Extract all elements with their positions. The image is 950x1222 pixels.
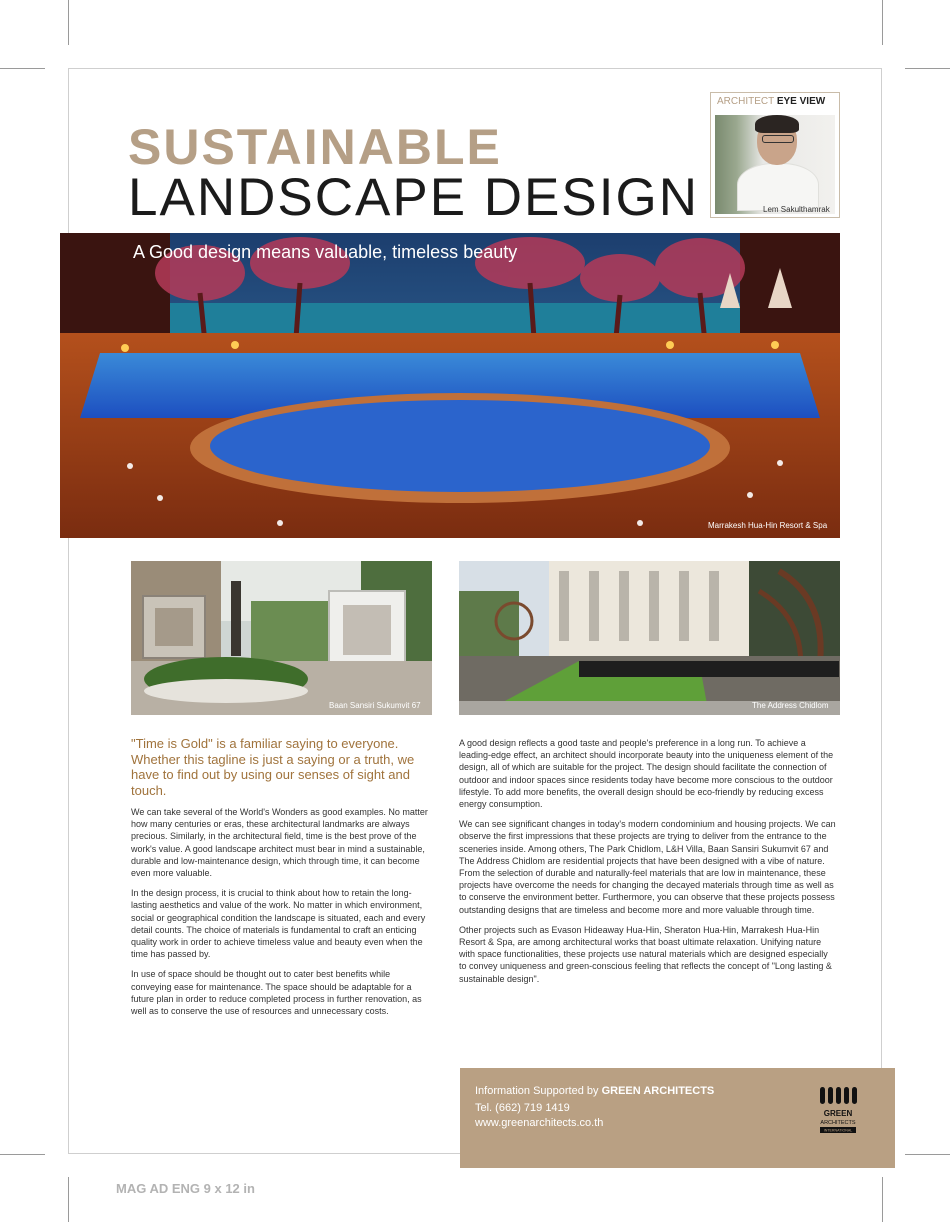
svg-text:ARCHITECTS: ARCHITECTS	[820, 1120, 856, 1126]
svg-text:INTERNATIONAL: INTERNATIONAL	[823, 1128, 853, 1133]
article-paragraph: We can see significant changes in today's modern condominium and housing projects. We can observe the first impressions that these projects are trying to deliver from the entrance to the sceneries inside. Among others, The Park Chidlom, L&H Villa, Baan Sansiri Sukumvit 67 and The Address Chidlom are residential projects that have been designed with a vibe of nature. From the selection of durable and naturally-feel materials that are low in maintenance, these projects have overcome the needs for changing the decayed materials through time as well as to conserve the environment better. Furthermore, you can observe that these projects possess outstanding designs that are timeless and become more and more valuable through time.	[459, 819, 836, 915]
article-paragraph: In use of space should be thought out to cater best benefits while conveying ease for maintenance. The space should be adaptable for a future plan in order to reduce completed process in further renovation, as well as to conserve the use of resources and unnecessary costs.	[131, 969, 422, 1017]
crop-mark	[882, 0, 883, 45]
hero-pool-photo	[60, 233, 840, 538]
info-box	[460, 1068, 895, 1168]
hero-caption: Marrakesh Hua-Hin Resort & Spa	[708, 521, 828, 530]
crop-mark	[905, 68, 950, 69]
architect-eye-view-box	[710, 92, 840, 218]
pull-quote: "Time is Gold" is a familiar saying to everyone. Whether this tagline is just a saying or a truth, we have to find out by using our senses of sight and touch.	[131, 736, 415, 798]
info-telephone: Tel. (662) 719 1419	[475, 1102, 570, 1114]
crop-mark	[905, 1154, 950, 1155]
architect-name-caption: Lem Sakulthamrak	[763, 205, 830, 214]
article-paragraph: In the design process, it is crucial to think about how to retain the long-lasting aesthetics and value of the work. No matter in which environment, social or geographical condition the landscape is situated, each and every detail counts. The choice of materials is fundamental to craft an enticing quality work in order to achieve timeless value and beauty even when the time has passed by.	[131, 888, 426, 960]
architect-portrait	[715, 115, 835, 214]
info-supported-prefix: Information Supported by	[475, 1085, 599, 1097]
portrait-glasses	[762, 135, 794, 143]
crop-mark	[68, 0, 69, 45]
photo-address-chidlom	[459, 561, 840, 715]
portrait-hair	[755, 115, 799, 133]
article-paragraph: We can take several of the World's Wonders as good examples. No matter how many centuries or eras, these architectural landmarks are always precious. Similarly, in the architectural field, time is the best prove of the work's value. A good landscape architect must bear in mind a sustainable, durable and low-maintenance design, which through time, it can become even more valuable.	[131, 807, 428, 879]
title-landscape-design: LANDSCAPE DESIGN	[128, 168, 699, 227]
svg-text:GREEN: GREEN	[823, 1109, 853, 1118]
info-company-name: GREEN ARCHITECTS	[601, 1085, 715, 1097]
crop-mark	[68, 1177, 69, 1222]
article-left-column	[131, 806, 431, 1025]
info-supported-by	[475, 1085, 714, 1097]
crop-mark	[882, 1177, 883, 1222]
title-sustainable: SUSTAINABLE	[128, 119, 502, 175]
photo-baan-sansiri	[131, 561, 432, 715]
footer-spec-label: MAG AD ENG 9 x 12 in	[116, 1181, 255, 1196]
photo-caption-baan-sansiri: Baan Sansiri Sukumvit 67	[329, 701, 421, 710]
photo-caption-address-chidlom: The Address Chidlom	[752, 701, 829, 710]
article-right-column	[459, 737, 837, 993]
eye-view-label-eye-view: EYE VIEW	[776, 96, 826, 107]
eye-view-label	[717, 96, 825, 107]
portrait-shirt	[737, 163, 819, 211]
article-paragraph: A good design reflects a good taste and people's preference in a long run. To achieve a leading-edge effect, an architect should incorporate beauty into the uniqueness element of the design, all of which are suitable for the project. The design should facilitate the connection of outdoor and indoor spaces since residents today have become more conscious to the outdoor lifestyle. To add more benefits, the overall design should be eco-friendly by reducing excess energy consumption.	[459, 738, 834, 810]
crop-mark	[0, 1154, 45, 1155]
info-website-link[interactable]: www.greenarchitects.co.th	[475, 1117, 604, 1129]
crop-mark	[0, 68, 45, 69]
hero-tagline: A Good design means valuable, timeless beauty	[133, 242, 518, 262]
eye-view-label-architect: ARCHITECT	[717, 96, 775, 107]
article-paragraph: Other projects such as Evason Hideaway Hua-Hin, Sheraton Hua-Hin, Marrakesh Hua-Hin Resort & Spa, are among architectural works that boast ultimate relaxation. Unifying nature with space functionalities, these projects use natural materials which are designed especially to convey uniqueness and green-conscious feeling that reflects the concept of "Long lasting & sustainable design".	[459, 924, 832, 984]
green-architects-logo	[818, 1085, 858, 1143]
